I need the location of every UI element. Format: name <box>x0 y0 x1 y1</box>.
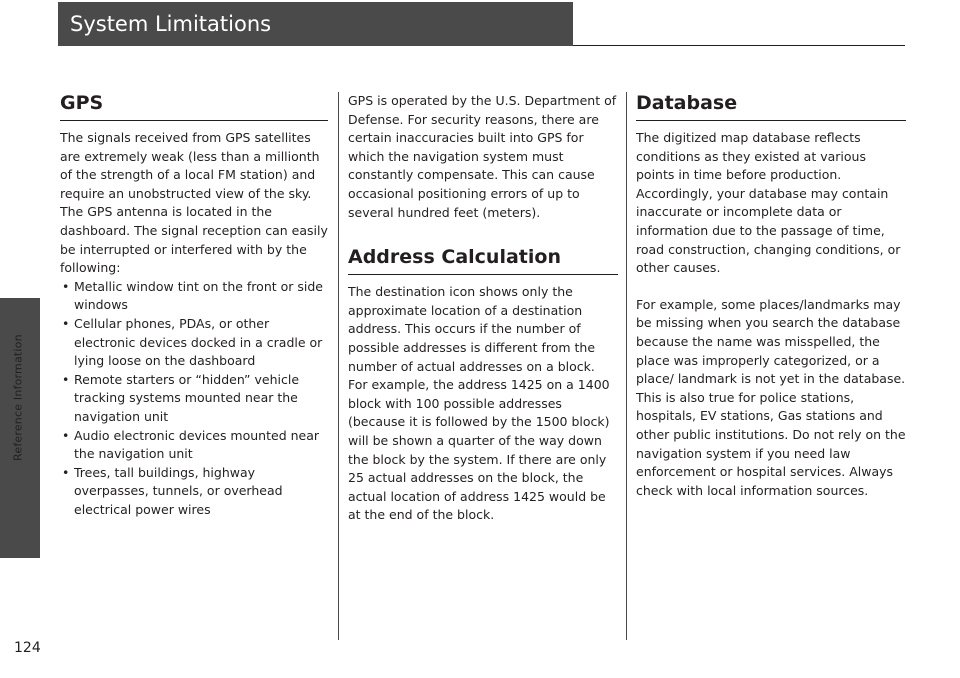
gps-section <box>60 90 328 519</box>
gps-operated-paragraph: GPS is operated by the U.S. Department of Defense. For security reasons, there are certain inaccuracies built into GPS for which the navigation system must constantly compensate. This can cause occasional positioning errors of up to several hundred feet (meters). <box>348 93 617 220</box>
column-divider-right <box>626 92 627 640</box>
section-side-label: Reference Information <box>11 334 25 462</box>
list-item: • Metallic window tint on the front or side windows <box>60 278 328 315</box>
address-heading: Address Calculation <box>348 244 618 275</box>
column-divider-left <box>338 92 339 640</box>
gps-interference-list <box>60 278 328 520</box>
list-item: • Cellular phones, PDAs, or other electronic devices docked in a cradle or lying loose on the dashboard <box>60 315 328 371</box>
database-heading: Database <box>636 90 906 121</box>
page-number: 124 <box>14 640 41 656</box>
middle-column <box>348 92 618 525</box>
gps-intro: The signals received from GPS satellites are extremely weak (less than a millionth of the strength of a local FM station) and require an unobstructed view of the sky. The GPS antenna is located in the dashboard. The signal reception can easily be interrupted or interfered with by the following: <box>60 130 328 276</box>
page-title: System Limitations <box>58 2 573 46</box>
database-paragraph-1: The digitized map database reflects conditions as they existed at various points in time before production. Accordingly, your database may contain inaccurate or incomplete data or information due to the passage of time, road construction, changing conditions, or other causes. <box>636 130 901 276</box>
gps-heading: GPS <box>60 90 328 121</box>
database-section <box>636 90 906 500</box>
title-rule <box>573 45 905 46</box>
database-paragraph-2: For example, some places/landmarks may be missing when you search the database because the name was misspelled, the place was improperly categorized, or a place/ landmark is not yet in the database. This is also true for police stations, hospitals, EV stations, Gas stations and other public institutions. Do not rely on the navigation system if you need law enforcement or hospital services. Always check with local information sources. <box>636 296 906 498</box>
list-item: • Remote starters or “hidden” vehicle tracking systems mounted near the navigation unit <box>60 371 328 427</box>
list-item: • Audio electronic devices mounted near the navigation unit <box>60 427 328 464</box>
list-item: • Trees, tall buildings, highway overpasses, tunnels, or overhead electrical power wires <box>60 464 328 520</box>
address-body: The destination icon shows only the approximate location of a destination address. This occurs if the number of possible addresses is different from the number of actual addresses on a block. For example, the address 1425 on a 1400 block with 100 possible addresses (because it is followed by the 1500 block) will be shown a quarter of the way down the block by the system. If there are only 25 actual addresses on the block, the actual location of address 1425 would be at the end of the block. <box>348 284 610 523</box>
